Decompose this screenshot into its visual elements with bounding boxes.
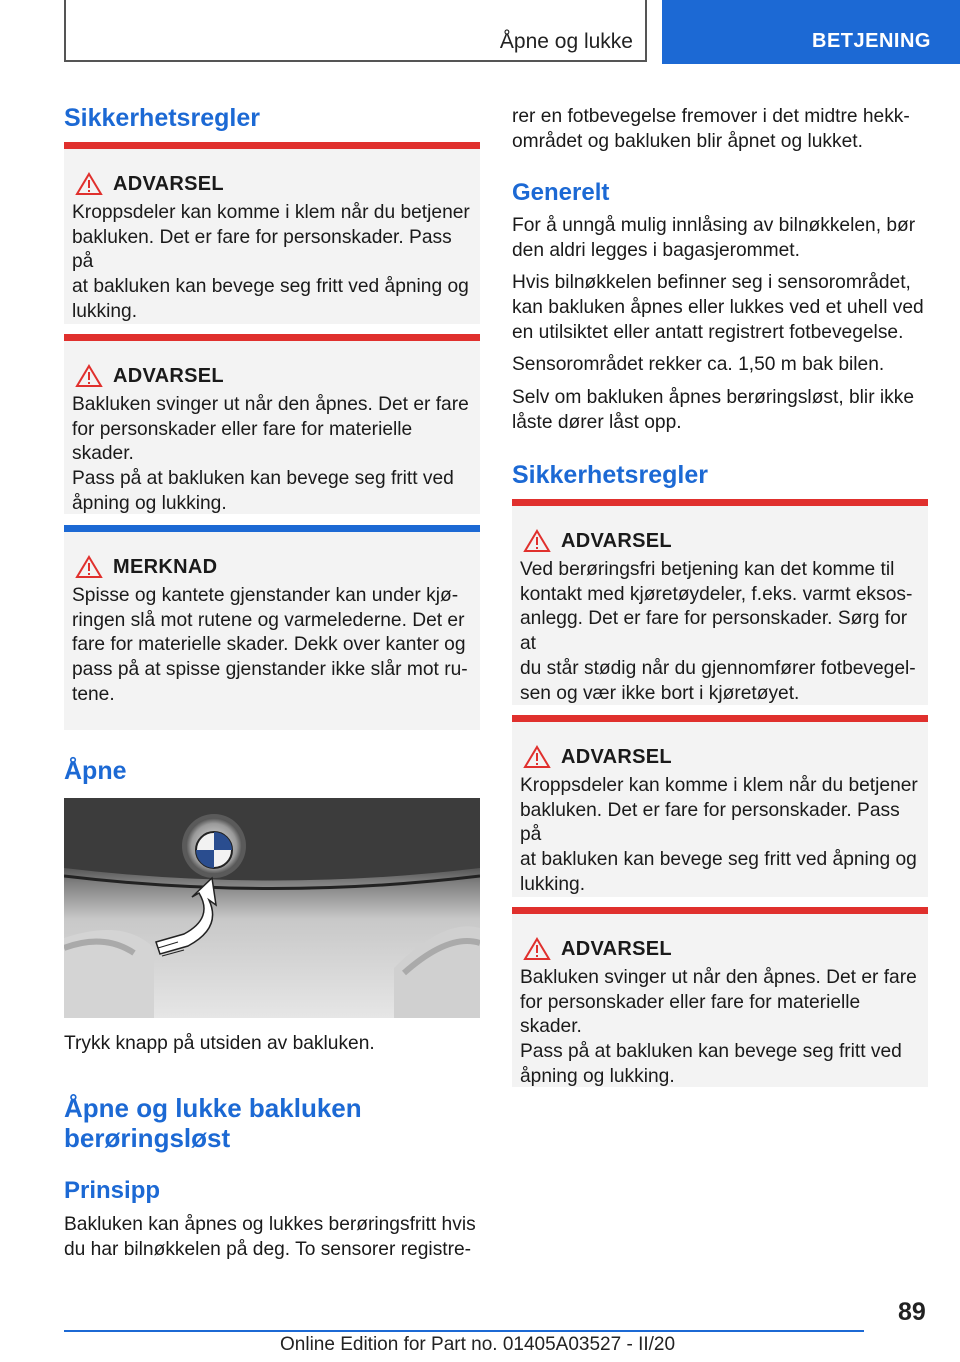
notice-text-line: Spisse og kantete gjenstander kan under kjø- [72,585,459,606]
warning-text-line: Bakluken svinger ut når den åpnes. Det er fare [520,967,917,988]
warning-text-line: Kroppsdeler kan komme i klem når du betjener [520,775,918,796]
warning-text-line: Pass på at bakluken kan bevege seg fritt ved [72,468,454,490]
warning-box-4 [512,715,928,897]
warning-title: ADVARSEL [561,745,672,768]
warning-text-line: Pass på at bakluken kan bevege seg fritt ved [520,1041,902,1063]
principle-line: du har bilnøkkelen på deg. To sensorer registre- [64,1239,472,1260]
warning-text-line: Ved berøringsfri betjening kan det komme til [520,559,895,580]
principle-line: Bakluken kan åpnes og lukkes berøringsfritt hvis [64,1214,476,1235]
warning-text-line: åpning og lukking. [520,1065,675,1087]
warning-text-line: at bakluken kan bevege seg fritt ved åpning og [72,276,469,298]
heading-open: Åpne [64,757,127,785]
notice-text-line: pass på at spisse gjenstander ikke slår mot ru- [72,659,468,681]
heading-touchless-line1: Åpne og lukke bakluken [64,1093,362,1123]
general-line: låste dører låst opp. [512,412,682,433]
bmw-logo-icon [182,814,246,878]
warning-title: ADVARSEL [561,937,672,960]
warning-title: ADVARSEL [113,172,224,195]
warning-text-line: for personskader eller fare for materielle skader. [520,991,861,1038]
warning-box-2 [64,334,480,514]
header-section-box [64,0,647,62]
warning-title: ADVARSEL [561,529,672,552]
header-section-title: Åpne og lukke [499,30,633,53]
footer-edition: Online Edition for Part no. 01405A03527 - II/20 [280,1334,676,1355]
heading-safety-right: Sikkerhetsregler [512,461,708,489]
image-caption: Trykk knapp på utsiden av bakluken. [64,1033,375,1054]
warning-text-line: for personskader eller fare for materielle skader. [72,418,413,465]
warning-triangle-icon [523,529,551,553]
warning-triangle-icon [75,555,103,579]
header-chapter-tab [662,0,960,64]
warning-box-5 [512,907,928,1087]
warning-text-line: åpning og lukking. [72,492,227,514]
warning-text-line: kontakt med kjøretøydeler, f.eks. varmt eksos- [520,583,913,605]
warning-text-line: at bakluken kan bevege seg fritt ved åpning og [520,849,917,871]
warning-box-3 [512,499,928,705]
notice-box [64,525,480,730]
heading-safety-left: Sikkerhetsregler [64,104,260,132]
notice-title: MERKNAD [113,555,218,578]
page-number: 89 [898,1298,926,1326]
warning-text-line: Bakluken svinger ut når den åpnes. Det er fare [72,394,469,415]
notice-text-line: ringen slå mot rutene og varmelederne. Det er [72,609,465,631]
warning-text-line: bakluken. Det er fare for personskader. Pass på [72,226,452,273]
warning-text-line: sen og vær ikke bort i kjøretøyet. [520,682,800,704]
footer-divider [64,1330,864,1332]
general-line: den aldri legges i bagasjerommet. [512,240,800,261]
continued-line: området og bakluken blir åpnet og lukket. [512,131,863,152]
warning-text-line: lukking. [72,300,138,322]
warning-box-1 [64,142,480,324]
general-line: Selv om bakluken åpnes berøringsløst, blir ikke [512,387,915,408]
warning-text-line: Kroppsdeler kan komme i klem når du betjener [72,202,470,223]
general-line: en utilsiktet eller antatt registrert fotbevegelse. [512,322,904,343]
general-line: For å unngå mulig innlåsing av bilnøkkelen, bør [512,215,916,236]
notice-text-line: tene. [72,683,115,705]
warning-text-line: lukking. [520,873,586,895]
warning-triangle-icon [523,745,551,769]
continued-line: rer en fotbevegelse fremover i det midtre hekk- [512,106,910,127]
tailgate-button-image [64,798,480,1018]
notice-text-line: fare for materielle skader. Dekk over kanter og [72,634,466,656]
heading-principle: Prinsipp [64,1177,161,1204]
warning-triangle-icon [523,937,551,961]
warning-triangle-icon [75,364,103,388]
general-line: kan bakluken åpnes eller lukkes ved et uhell ved [512,297,924,318]
warning-text-line: bakluken. Det er fare for personskader. Pass på [520,799,900,846]
warning-triangle-icon [75,172,103,196]
heading-touchless-line2: berøringsløst [64,1123,231,1153]
heading-general: Generelt [512,179,610,206]
header-chapter-label: BETJENING [812,30,931,52]
warning-title: ADVARSEL [113,364,224,387]
warning-text-line: anlegg. Det er fare for personskader. Sørg for at [520,608,908,655]
general-line: Hvis bilnøkkelen befinner seg i sensorområdet, [512,272,911,293]
warning-text-line: du står stødig når du gjennomfører fotbevegel- [520,657,916,679]
general-line: Sensorområdet rekker ca. 1,50 m bak bilen. [512,354,885,375]
